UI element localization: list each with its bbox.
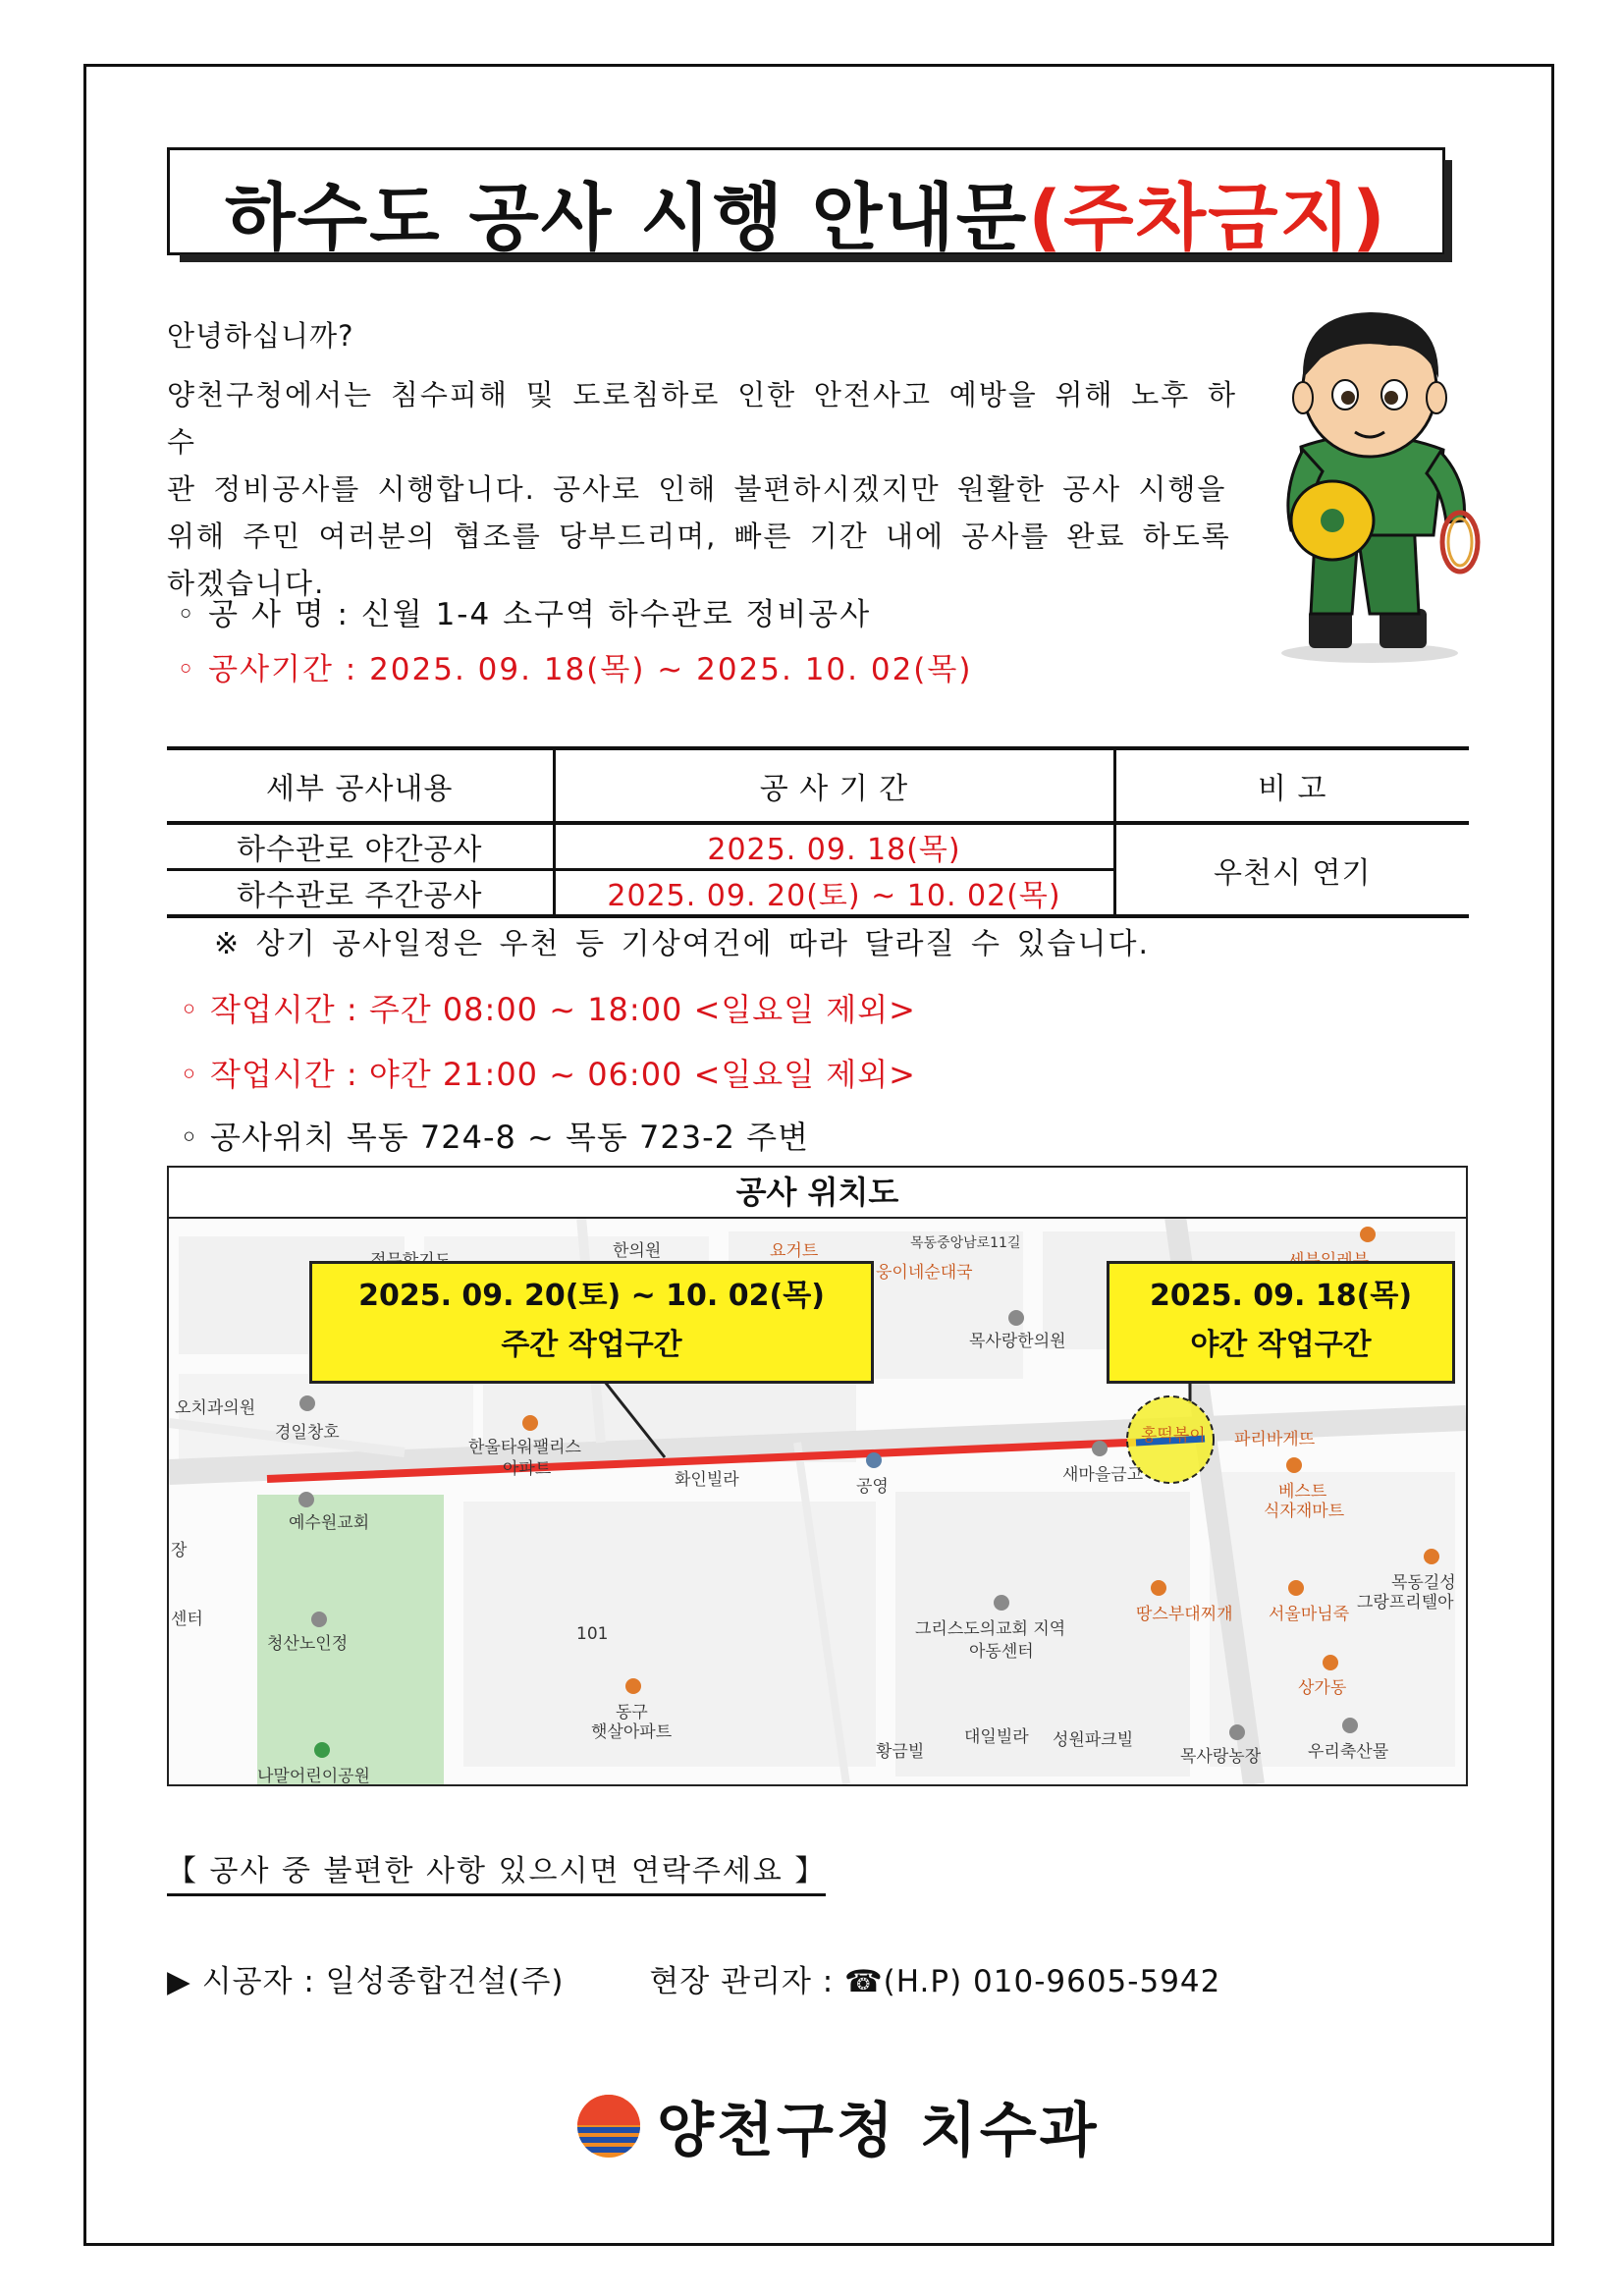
parking-icon xyxy=(866,1452,882,1468)
map-label: 우리축산물 xyxy=(1308,1742,1389,1762)
map-pin-icon xyxy=(1288,1580,1304,1596)
day-work-date: 2025. 09. 20(토) ~ 10. 02(목) xyxy=(358,1279,825,1313)
park-icon xyxy=(314,1742,330,1758)
map-label: 햇살아파트 xyxy=(591,1722,673,1742)
yangcheon-logo-icon xyxy=(574,2092,643,2160)
map-pin-icon xyxy=(1342,1718,1358,1733)
map-label: 그랑프리텔아 xyxy=(1357,1593,1454,1613)
map-pin-icon xyxy=(1092,1441,1108,1456)
greeting: 안녕하십니까? xyxy=(167,319,354,353)
schedule-table xyxy=(167,746,1469,918)
table-cell-period: 2025. 09. 20(토) ~ 10. 02(목) xyxy=(554,870,1114,917)
map-label: 한울타워팰리스 xyxy=(468,1438,581,1457)
map-label: 새마을금고 xyxy=(1062,1465,1144,1485)
contact-heading: 【 공사 중 불편한 사항 있으시면 연락주세요 】 xyxy=(167,1846,826,1896)
intro-line: 위해 주민 여러분의 협조를 당부드리며, 빠른 기간 내에 공사를 완료 하도록 xyxy=(167,519,1231,553)
map-pin-icon xyxy=(1008,1310,1024,1326)
map-label: 성원파크빌 xyxy=(1053,1730,1134,1750)
work-hours-day: ◦ 작업시간 : 주간 08:00 ~ 18:00 <일요일 제외> xyxy=(180,991,916,1028)
header-cell: 공 사 기 간 xyxy=(554,748,1114,823)
map-label: 땅스부대찌개 xyxy=(1136,1605,1233,1624)
table-cell-period: 2025. 09. 18(목) xyxy=(554,823,1114,870)
title-box xyxy=(167,147,1445,260)
worker-illustration xyxy=(1232,285,1507,668)
map-label: 화인빌라 xyxy=(675,1470,739,1490)
map-label: 목동중앙남로11길 xyxy=(910,1235,1021,1251)
map-label: 웅이네순대국 xyxy=(876,1263,973,1283)
map-pin-icon xyxy=(1229,1724,1245,1740)
map-pin-icon xyxy=(311,1612,327,1627)
map-label: 요거트 xyxy=(770,1241,819,1261)
map-pin-icon xyxy=(1424,1549,1439,1564)
contractor-line: ▶ 시공자 : 일성종합건설(주) 현장 관리자 : ☎(H.P) 010-9605-5942 xyxy=(167,1964,1221,1999)
header-cell: 세부 공사내용 xyxy=(167,748,554,823)
project-name: ◦ 공 사 명 : 신월 1-4 소구역 하수관로 정비공사 xyxy=(177,597,872,632)
map-pin-icon xyxy=(1286,1457,1302,1473)
table-header-row xyxy=(167,748,1469,823)
map-label: 베스트 xyxy=(1278,1482,1327,1502)
map-pin-icon xyxy=(298,1492,314,1507)
map-label: 경일창호 xyxy=(275,1423,340,1443)
intro-line: 하겠습니다. xyxy=(167,567,326,600)
table-row xyxy=(167,823,1469,870)
map-label: 오치과의원 xyxy=(175,1398,256,1418)
work-hours-night: ◦ 작업시간 : 야간 21:00 ~ 06:00 <일요일 제외> xyxy=(180,1056,916,1093)
map-label: 목동길성 xyxy=(1391,1573,1456,1593)
map-label: 상가동 xyxy=(1298,1678,1347,1698)
map-label: 센터 xyxy=(171,1610,203,1629)
map-label: 공영 xyxy=(856,1477,889,1497)
map-pin-icon xyxy=(1360,1227,1376,1242)
day-work-callout xyxy=(309,1261,874,1384)
map-pin-icon xyxy=(994,1595,1009,1611)
map-pin-icon xyxy=(522,1415,538,1431)
map-label: 예수원교회 xyxy=(289,1513,370,1533)
location-line: ◦ 공사위치 목동 724-8 ~ 목동 723-2 주변 xyxy=(180,1119,809,1156)
location-map xyxy=(167,1166,1468,1786)
map-label: 그리스도의교회 지역 xyxy=(915,1619,1066,1639)
header-cell: 비 고 xyxy=(1114,748,1469,823)
map-pin-icon xyxy=(1323,1655,1338,1670)
map-label: 나말어린이공원 xyxy=(257,1767,370,1786)
map-pin-icon xyxy=(625,1678,641,1694)
night-work-date: 2025. 09. 18(목) xyxy=(1149,1279,1413,1313)
map-label: 한의원 xyxy=(613,1241,662,1261)
map-label: 장 xyxy=(171,1541,188,1560)
table-cell-item: 하수관로 주간공사 xyxy=(167,870,554,917)
map-label: 홍떡볶이 xyxy=(1141,1426,1206,1446)
intro-line: 관 정비공사를 시행합니다. 공사로 인해 불편하시겠지만 원활한 공사 시행을 xyxy=(167,472,1227,506)
map-label: 대일빌라 xyxy=(964,1727,1029,1747)
map-label: 식자재마트 xyxy=(1264,1502,1345,1521)
map-label: 청산노인정 xyxy=(267,1634,349,1654)
footer-department: 양천구청 치수과 xyxy=(657,2097,1100,2165)
map-label: 황금빌 xyxy=(876,1742,925,1762)
disclaimer: ※ 상기 공사일정은 우천 등 기상여건에 따라 달라질 수 있습니다. xyxy=(214,927,1150,961)
map-label: 동구 xyxy=(616,1703,648,1722)
map-label: 목사랑한의원 xyxy=(969,1332,1066,1351)
night-work-callout xyxy=(1107,1261,1455,1384)
map-label: 101 xyxy=(576,1624,609,1644)
page-title xyxy=(170,160,1442,264)
intro-paragraph xyxy=(167,371,1237,607)
map-label: 파리바게뜨 xyxy=(1234,1430,1316,1449)
map-label: 목사랑농장 xyxy=(1180,1747,1262,1767)
day-work-label: 주간 작업구간 xyxy=(501,1328,682,1362)
footer xyxy=(574,2087,1100,2165)
map-pin-icon xyxy=(1151,1580,1166,1596)
map-label: 아파트 xyxy=(503,1459,552,1479)
table-cell-note: 우천시 연기 xyxy=(1114,823,1469,916)
map-label: 아동센터 xyxy=(969,1642,1034,1662)
project-period: ◦ 공사기간 : 2025. 09. 18(목) ~ 2025. 10. 02(목) xyxy=(177,652,973,687)
intro-line: 양천구청에서는 침수피해 및 도로침하로 인한 안전사고 예방을 위해 노후 하수 xyxy=(167,378,1237,459)
title-main: 하수도 공사 시행 안내문 xyxy=(225,176,1029,260)
map-label: 서울마님죽 xyxy=(1269,1605,1350,1624)
table-cell-item: 하수관로 야간공사 xyxy=(167,823,554,870)
map-pin-icon xyxy=(299,1395,315,1411)
night-work-label: 야간 작업구간 xyxy=(1190,1328,1372,1362)
title-suffix: (주차금지) xyxy=(1028,176,1387,260)
map-title: 공사 위치도 xyxy=(169,1168,1466,1219)
